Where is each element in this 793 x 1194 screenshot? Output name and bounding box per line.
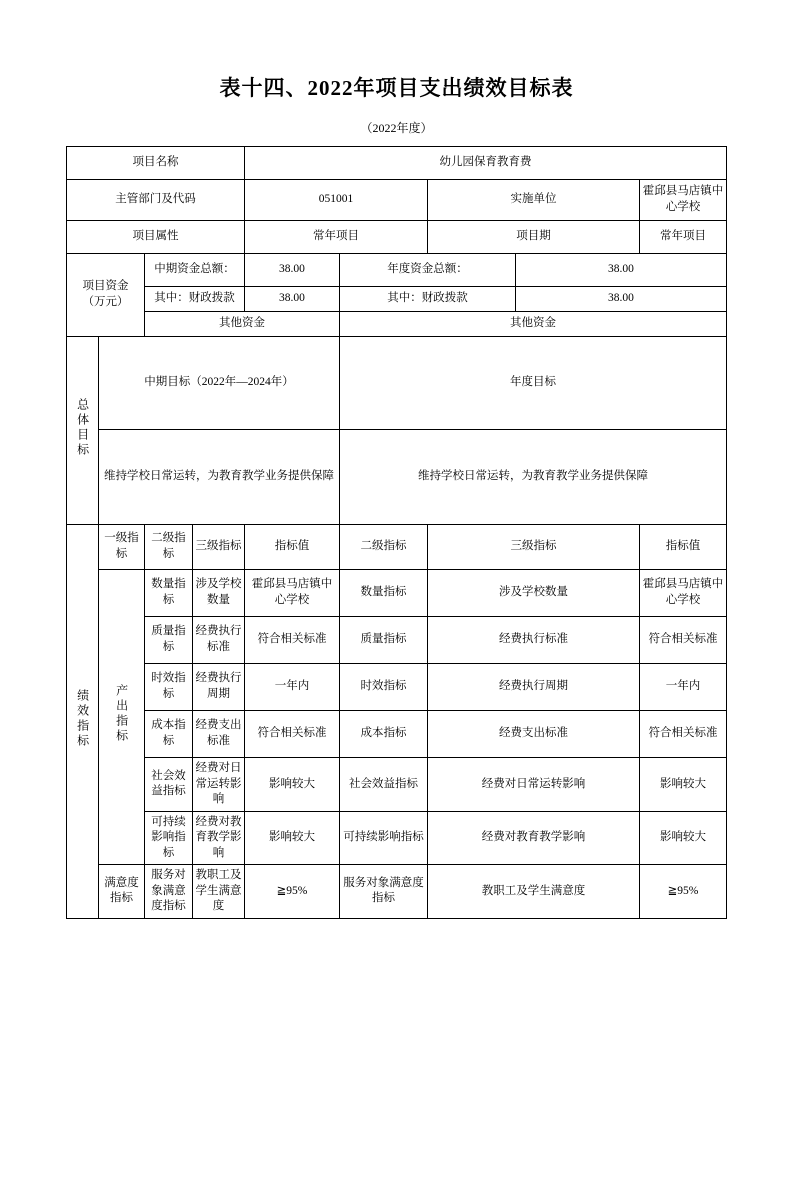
perf-header-value-b: 指标值 bbox=[639, 525, 726, 570]
year-other-label: 其他资金 bbox=[339, 312, 726, 337]
table-row-funds-other bbox=[66, 312, 726, 337]
perf-group-output bbox=[98, 570, 144, 865]
indicator-lvl2: 时效指标 bbox=[144, 664, 192, 711]
indicator-lvl3-b: 经费对日常运转影响 bbox=[427, 758, 639, 812]
period-value: 常年项目 bbox=[639, 221, 726, 254]
indicator-lvl3: 经费支出标准 bbox=[192, 711, 244, 758]
mid-total-value: 38.00 bbox=[244, 254, 339, 287]
indicator-value: 符合相关标准 bbox=[244, 617, 339, 664]
indicator-lvl2: 质量指标 bbox=[144, 617, 192, 664]
year-total-label: 年度资金总额： bbox=[339, 254, 515, 287]
indicator-lvl3-b: 经费执行标准 bbox=[427, 617, 639, 664]
mid-goal-header: 中期目标（2022年—2024年） bbox=[98, 337, 339, 430]
impl-unit-value: 霍邱县马店镇中心学校 bbox=[639, 180, 726, 221]
indicator-lvl2: 社会效益指标 bbox=[144, 758, 192, 812]
mid-other-label: 其他资金 bbox=[144, 312, 339, 337]
indicator-lvl2-b: 成本指标 bbox=[339, 711, 427, 758]
table-row-perf-header bbox=[66, 525, 726, 570]
perf-group-output-text: 产出指标 bbox=[114, 684, 129, 745]
table-row-overall-text bbox=[66, 430, 726, 525]
table-row-indicator bbox=[66, 758, 726, 812]
impl-unit-label: 实施单位 bbox=[427, 180, 639, 221]
funds-label-text: 项目资金 bbox=[82, 280, 129, 293]
mid-fiscal-value: 38.00 bbox=[244, 287, 339, 312]
table-row-funds-total bbox=[66, 254, 726, 287]
indicator-value-b: 一年内 bbox=[639, 664, 726, 711]
indicator-lvl3: 经费对教育教学影响 bbox=[192, 811, 244, 865]
table-row-department bbox=[66, 180, 726, 221]
year-goal-text: 维持学校日常运转，为教育教学业务提供保障 bbox=[339, 430, 726, 525]
indicator-value: 一年内 bbox=[244, 664, 339, 711]
perf-side-label-text: 绩效指标 bbox=[75, 688, 90, 749]
table-row-indicator bbox=[66, 811, 726, 865]
mid-goal-text: 维持学校日常运转，为教育教学业务提供保障 bbox=[98, 430, 339, 525]
indicator-lvl3-b: 经费支出标准 bbox=[427, 711, 639, 758]
perf-header-value: 指标值 bbox=[244, 525, 339, 570]
indicator-lvl3: 经费执行标准 bbox=[192, 617, 244, 664]
indicator-lvl2: 可持续影响指标 bbox=[144, 811, 192, 865]
table-row-attribute bbox=[66, 221, 726, 254]
department-label: 主管部门及代码 bbox=[66, 180, 244, 221]
table-row-indicator bbox=[66, 865, 726, 919]
indicator-value: 霍邱县马店镇中心学校 bbox=[244, 570, 339, 617]
indicator-lvl2-b: 时效指标 bbox=[339, 664, 427, 711]
indicator-lvl2-b: 质量指标 bbox=[339, 617, 427, 664]
indicator-lvl2-b: 数量指标 bbox=[339, 570, 427, 617]
period-label: 项目期 bbox=[427, 221, 639, 254]
attribute-value: 常年项目 bbox=[244, 221, 427, 254]
indicator-value-b: 符合相关标准 bbox=[639, 711, 726, 758]
perf-group-satisfaction: 满意度指标 bbox=[98, 865, 144, 919]
mid-fiscal-label: 其中：财政拨款 bbox=[144, 287, 244, 312]
indicator-value-b: 影响较大 bbox=[639, 758, 726, 812]
indicator-value-b: 霍邱县马店镇中心学校 bbox=[639, 570, 726, 617]
indicator-lvl3-b: 经费执行周期 bbox=[427, 664, 639, 711]
perf-header-lvl3-b: 三级指标 bbox=[427, 525, 639, 570]
indicator-lvl2-b: 可持续影响指标 bbox=[339, 811, 427, 865]
indicator-lvl3-b: 涉及学校数量 bbox=[427, 570, 639, 617]
perf-side-label bbox=[66, 525, 98, 919]
indicator-value-b: 符合相关标准 bbox=[639, 617, 726, 664]
year-goal-header: 年度目标 bbox=[339, 337, 726, 430]
year-fiscal-value: 38.00 bbox=[515, 287, 726, 312]
page-title: 表十四、2022年项目支出绩效目标表 bbox=[219, 76, 574, 100]
funds-label bbox=[66, 254, 144, 337]
indicator-lvl3: 教职工及学生满意度 bbox=[192, 865, 244, 919]
overall-goal-side-label bbox=[66, 337, 98, 525]
page-subtitle: （2022年度） bbox=[360, 121, 433, 135]
table-row-indicator bbox=[66, 617, 726, 664]
perf-header-lvl2: 二级指标 bbox=[144, 525, 192, 570]
perf-header-lvl2-b: 二级指标 bbox=[339, 525, 427, 570]
indicator-lvl3-b: 教职工及学生满意度 bbox=[427, 865, 639, 919]
document-page bbox=[0, 72, 793, 1194]
overall-goal-side-label-text: 总体目标 bbox=[75, 397, 90, 458]
indicator-value: 符合相关标准 bbox=[244, 711, 339, 758]
indicator-value-b: 影响较大 bbox=[639, 811, 726, 865]
indicator-lvl3-b: 经费对教育教学影响 bbox=[427, 811, 639, 865]
mid-total-label: 中期资金总额： bbox=[144, 254, 244, 287]
indicator-value: 影响较大 bbox=[244, 811, 339, 865]
table-row-indicator bbox=[66, 570, 726, 617]
table-row-indicator bbox=[66, 664, 726, 711]
indicator-lvl2: 成本指标 bbox=[144, 711, 192, 758]
indicator-lvl2: 数量指标 bbox=[144, 570, 192, 617]
indicator-lvl2-b: 社会效益指标 bbox=[339, 758, 427, 812]
project-name-value: 幼儿园保育教育费 bbox=[244, 147, 726, 180]
perf-header-lvl1: 一级指标 bbox=[98, 525, 144, 570]
indicator-lvl3: 经费执行周期 bbox=[192, 664, 244, 711]
department-value: 051001 bbox=[244, 180, 427, 221]
indicator-value: ≧95% bbox=[244, 865, 339, 919]
indicator-lvl3: 经费对日常运转影响 bbox=[192, 758, 244, 812]
table-row-overall-header bbox=[66, 337, 726, 430]
year-total-value: 38.00 bbox=[515, 254, 726, 287]
indicator-value-b: ≧95% bbox=[639, 865, 726, 919]
indicator-value: 影响较大 bbox=[244, 758, 339, 812]
indicator-lvl2: 服务对象满意度指标 bbox=[144, 865, 192, 919]
table-row-funds-fiscal bbox=[66, 287, 726, 312]
indicator-lvl2-b: 服务对象满意度指标 bbox=[339, 865, 427, 919]
project-name-label: 项目名称 bbox=[66, 147, 244, 180]
year-fiscal-label: 其中：财政拨款 bbox=[339, 287, 515, 312]
perf-header-lvl3: 三级指标 bbox=[192, 525, 244, 570]
funds-unit-text: （万元） bbox=[82, 296, 129, 308]
attribute-label: 项目属性 bbox=[66, 221, 244, 254]
table-row-project-name bbox=[66, 147, 726, 180]
table-row-indicator bbox=[66, 711, 726, 758]
performance-target-table bbox=[66, 146, 727, 919]
indicator-lvl3: 涉及学校数量 bbox=[192, 570, 244, 617]
